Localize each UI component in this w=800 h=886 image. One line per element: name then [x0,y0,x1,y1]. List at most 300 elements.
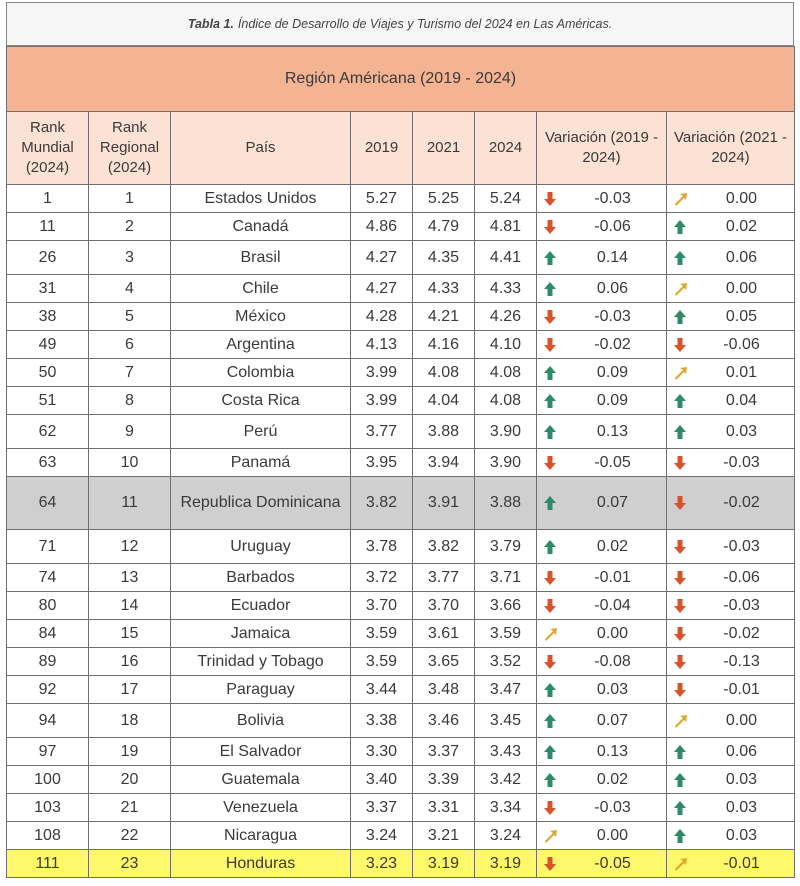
value-2024-cell: 3.71 [475,564,537,592]
arrow-up-icon [543,365,557,381]
table-body [7,185,795,878]
variation-value: 0.03 [725,770,758,788]
value-2024-cell: 3.34 [475,794,537,822]
arrow-up-icon [673,744,687,760]
arrow-down-icon [543,191,557,207]
variation-2019-2024-cell [537,303,667,331]
arrow-up-icon [673,393,687,409]
value-2024-cell: 3.66 [475,592,537,620]
arrow-up-icon [543,393,557,409]
table-row [7,794,795,822]
variation-2021-2024-cell [667,415,795,449]
variation-2019-2024-cell [537,648,667,676]
arrow-down-icon [543,337,557,353]
rank-regional-cell: 17 [89,676,171,704]
rank-regional-cell: 11 [89,477,171,530]
arrow-up-icon [543,281,557,297]
variation-2021-2024-cell [667,766,795,794]
country-cell: Chile [171,275,351,303]
variation-value: 0.14 [596,248,629,266]
rank-regional-cell: 19 [89,738,171,766]
arrow-up-icon [543,539,557,555]
arrow-diagonal-icon [673,713,687,729]
variation-2019-2024-cell [537,822,667,850]
rank-world-cell: 100 [7,766,89,794]
arrow-up-icon [543,495,557,511]
rank-world-cell: 84 [7,620,89,648]
rank-world-cell: 64 [7,477,89,530]
variation-2021-2024-cell [667,331,795,359]
variation-2021-2024-cell [667,303,795,331]
value-2024-cell: 4.26 [475,303,537,331]
value-2019-cell: 4.13 [351,331,413,359]
country-cell: México [171,303,351,331]
country-cell: Canadá [171,213,351,241]
value-2021-cell: 3.37 [413,738,475,766]
arrow-down-icon [543,856,557,872]
variation-2021-2024-cell [667,676,795,704]
arrow-down-icon [673,598,687,614]
arrow-down-icon [543,654,557,670]
rank-world-cell: 97 [7,738,89,766]
value-2021-cell: 4.08 [413,359,475,387]
variation-2019-2024-cell [537,359,667,387]
value-2024-cell: 4.33 [475,275,537,303]
header-2021: 2021 [413,112,475,185]
value-2019-cell: 3.77 [351,415,413,449]
value-2019-cell: 3.24 [351,822,413,850]
rank-world-cell: 71 [7,530,89,564]
header-rank-regional: Rank Regional (2024) [89,112,171,185]
value-2019-cell: 3.72 [351,564,413,592]
country-cell: Paraguay [171,676,351,704]
arrow-up-icon [543,772,557,788]
value-2021-cell: 4.04 [413,387,475,415]
table-row [7,359,795,387]
variation-2019-2024-cell [537,620,667,648]
arrow-down-icon [673,455,687,471]
arrow-down-icon [543,455,557,471]
table-row [7,738,795,766]
value-2019-cell: 3.59 [351,620,413,648]
arrow-down-icon [673,626,687,642]
value-2024-cell: 3.79 [475,530,537,564]
value-2021-cell: 4.79 [413,213,475,241]
rank-regional-cell: 14 [89,592,171,620]
value-2021-cell: 3.21 [413,822,475,850]
value-2024-cell: 3.88 [475,477,537,530]
rank-world-cell: 50 [7,359,89,387]
variation-value: 0.06 [596,279,629,297]
arrow-down-icon [673,495,687,511]
arrow-diagonal-icon [673,191,687,207]
variation-value: 0.00 [725,711,758,729]
table-caption [6,2,794,46]
arrow-up-icon [673,424,687,440]
variation-2019-2024-cell [537,592,667,620]
variation-2021-2024-cell [667,738,795,766]
variation-value: -0.02 [723,494,760,511]
value-2019-cell: 3.70 [351,592,413,620]
country-cell: Colombia [171,359,351,387]
arrow-up-icon [673,309,687,325]
country-cell: Jamaica [171,620,351,648]
rank-world-cell: 103 [7,794,89,822]
variation-2019-2024-cell [537,213,667,241]
variation-value: 0.07 [596,711,629,729]
variation-value: 0.03 [725,422,758,440]
table-row [7,449,795,477]
rank-regional-cell: 10 [89,449,171,477]
variation-value: 0.02 [725,217,758,235]
arrow-up-icon [673,800,687,816]
variation-2019-2024-cell [537,794,667,822]
rank-world-cell: 94 [7,704,89,738]
arrow-up-icon [543,682,557,698]
variation-value: -0.02 [594,335,631,353]
variation-value: -0.06 [594,217,631,235]
value-2021-cell: 3.88 [413,415,475,449]
value-2021-cell: 3.39 [413,766,475,794]
value-2021-cell: 3.48 [413,676,475,704]
rank-world-cell: 89 [7,648,89,676]
rank-world-cell: 49 [7,331,89,359]
variation-value: -0.01 [594,568,631,586]
value-2024-cell: 3.42 [475,766,537,794]
value-2019-cell: 4.28 [351,303,413,331]
variation-value: -0.01 [723,680,760,698]
variation-2021-2024-cell [667,530,795,564]
table-row [7,620,795,648]
variation-2019-2024-cell [537,415,667,449]
variation-2019-2024-cell [537,387,667,415]
caption-label: Tabla 1. [187,17,234,31]
variation-2021-2024-cell [667,794,795,822]
variation-2019-2024-cell [537,275,667,303]
variation-value: 0.00 [596,826,629,844]
rank-regional-cell: 3 [89,241,171,275]
table-row [7,185,795,213]
variation-2021-2024-cell [667,275,795,303]
table-row [7,415,795,449]
variation-value: 0.03 [725,798,758,816]
country-cell: Nicaragua [171,822,351,850]
variation-2019-2024-cell [537,241,667,275]
variation-value: 0.06 [725,742,758,760]
arrow-up-icon [673,828,687,844]
variation-value: -0.03 [594,307,631,325]
arrow-up-icon [673,250,687,266]
variation-value: -0.03 [723,596,760,614]
variation-2019-2024-cell [537,766,667,794]
rank-world-cell: 11 [7,213,89,241]
region-title: Región Américana (2019 - 2024) [7,47,795,112]
variation-2021-2024-cell [667,449,795,477]
value-2019-cell: 3.44 [351,676,413,704]
country-cell: Republica Dominicana [171,477,351,530]
arrow-down-icon [543,800,557,816]
caption-text: Índice de Desarrollo de Viajes y Turismo del 2024 en Las Américas. [237,17,613,31]
variation-value: -0.05 [594,854,631,872]
variation-2021-2024-cell [667,850,795,878]
table-row [7,850,795,878]
value-2024-cell: 3.45 [475,704,537,738]
value-2019-cell: 3.82 [351,477,413,530]
value-2024-cell: 3.19 [475,850,537,878]
country-cell: Trinidad y Tobago [171,648,351,676]
value-2021-cell: 3.19 [413,850,475,878]
rank-regional-cell: 13 [89,564,171,592]
variation-2019-2024-cell [537,738,667,766]
arrow-diagonal-icon [673,856,687,872]
header-2019: 2019 [351,112,413,185]
country-cell: Guatemala [171,766,351,794]
table-row [7,704,795,738]
arrow-down-icon [543,598,557,614]
country-cell: Ecuador [171,592,351,620]
value-2024-cell: 3.52 [475,648,537,676]
arrow-up-icon [543,744,557,760]
country-cell: Costa Rica [171,387,351,415]
rank-regional-cell: 21 [89,794,171,822]
value-2024-cell: 3.90 [475,415,537,449]
value-2024-cell: 4.08 [475,387,537,415]
value-2021-cell: 3.91 [413,477,475,530]
value-2021-cell: 4.16 [413,331,475,359]
variation-value: -0.01 [723,854,760,872]
value-2024-cell: 3.24 [475,822,537,850]
value-2021-cell: 3.94 [413,449,475,477]
variation-2021-2024-cell [667,359,795,387]
variation-2019-2024-cell [537,530,667,564]
variation-value: 0.06 [725,248,758,266]
arrow-up-icon [543,424,557,440]
value-2021-cell: 3.77 [413,564,475,592]
arrow-diagonal-icon [673,281,687,297]
table-row [7,275,795,303]
header-2024: 2024 [475,112,537,185]
variation-value: 0.04 [725,391,758,409]
rank-world-cell: 63 [7,449,89,477]
variation-value: 0.03 [725,826,758,844]
rank-world-cell: 31 [7,275,89,303]
value-2021-cell: 3.82 [413,530,475,564]
variation-value: -0.04 [594,596,631,614]
value-2021-cell: 3.31 [413,794,475,822]
variation-value: 0.07 [596,494,629,511]
variation-2021-2024-cell [667,185,795,213]
value-2019-cell: 4.27 [351,241,413,275]
country-cell: Uruguay [171,530,351,564]
table-frame [6,2,794,884]
table-row [7,213,795,241]
variation-value: -0.03 [723,537,760,555]
arrow-up-icon [543,250,557,266]
arrow-down-icon [673,337,687,353]
country-cell: Bolivia [171,704,351,738]
rank-regional-cell: 15 [89,620,171,648]
variation-value: 0.01 [725,363,758,381]
variation-value: -0.06 [723,335,760,353]
variation-2021-2024-cell [667,620,795,648]
rank-world-cell: 26 [7,241,89,275]
value-2021-cell: 4.33 [413,275,475,303]
variation-2019-2024-cell [537,477,667,530]
table-row [7,676,795,704]
variation-value: 0.03 [596,680,629,698]
value-2024-cell: 5.24 [475,185,537,213]
variation-value: 0.13 [596,742,629,760]
variation-2021-2024-cell [667,213,795,241]
variation-value: 0.09 [596,363,629,381]
rank-regional-cell: 12 [89,530,171,564]
value-2019-cell: 3.95 [351,449,413,477]
value-2019-cell: 5.27 [351,185,413,213]
rank-world-cell: 51 [7,387,89,415]
table-row [7,766,795,794]
header-country: País [171,112,351,185]
variation-2021-2024-cell [667,704,795,738]
arrow-down-icon [673,682,687,698]
value-2021-cell: 3.65 [413,648,475,676]
variation-value: -0.05 [594,453,631,471]
variation-value: -0.02 [723,624,760,642]
rank-regional-cell: 4 [89,275,171,303]
value-2019-cell: 3.38 [351,704,413,738]
value-2024-cell: 4.81 [475,213,537,241]
rank-regional-cell: 1 [89,185,171,213]
variation-2021-2024-cell [667,564,795,592]
table-row [7,592,795,620]
table-row [7,241,795,275]
value-2024-cell: 4.41 [475,241,537,275]
value-2021-cell: 3.70 [413,592,475,620]
variation-value: 0.13 [596,422,629,440]
variation-2019-2024-cell [537,564,667,592]
value-2019-cell: 3.78 [351,530,413,564]
value-2024-cell: 3.47 [475,676,537,704]
arrow-diagonal-icon [543,626,557,642]
variation-2021-2024-cell [667,241,795,275]
rank-regional-cell: 2 [89,213,171,241]
variation-value: -0.08 [594,652,631,670]
rank-world-cell: 80 [7,592,89,620]
arrow-up-icon [673,772,687,788]
rank-world-cell: 92 [7,676,89,704]
arrow-down-icon [543,570,557,586]
table-row [7,303,795,331]
country-cell: Argentina [171,331,351,359]
value-2024-cell: 4.08 [475,359,537,387]
variation-2021-2024-cell [667,477,795,530]
variation-2021-2024-cell [667,387,795,415]
table-row [7,477,795,530]
tourism-index-table [6,46,795,878]
value-2024-cell: 3.59 [475,620,537,648]
variation-2019-2024-cell [537,449,667,477]
rank-world-cell: 111 [7,850,89,878]
variation-value: 0.09 [596,391,629,409]
rank-regional-cell: 22 [89,822,171,850]
variation-2019-2024-cell [537,704,667,738]
variation-2021-2024-cell [667,648,795,676]
value-2019-cell: 3.37 [351,794,413,822]
rank-world-cell: 108 [7,822,89,850]
variation-2019-2024-cell [537,850,667,878]
value-2019-cell: 3.23 [351,850,413,878]
rank-world-cell: 1 [7,185,89,213]
value-2019-cell: 3.99 [351,387,413,415]
variation-2021-2024-cell [667,822,795,850]
rank-regional-cell: 5 [89,303,171,331]
country-cell: Barbados [171,564,351,592]
value-2019-cell: 4.86 [351,213,413,241]
arrow-down-icon [673,570,687,586]
region-header-row [7,47,795,112]
table-row [7,530,795,564]
rank-regional-cell: 8 [89,387,171,415]
table-row [7,564,795,592]
table-row [7,387,795,415]
value-2021-cell: 3.46 [413,704,475,738]
rank-regional-cell: 16 [89,648,171,676]
variation-value: -0.03 [594,798,631,816]
rank-regional-cell: 20 [89,766,171,794]
country-cell: Perú [171,415,351,449]
table-row [7,822,795,850]
header-rank-world: Rank Mundial (2024) [7,112,89,185]
country-cell: El Salvador [171,738,351,766]
variation-value: 0.00 [725,279,758,297]
column-header-row [7,112,795,185]
rank-world-cell: 38 [7,303,89,331]
country-cell: Estados Unidos [171,185,351,213]
arrow-up-icon [543,713,557,729]
variation-value: -0.13 [723,652,760,670]
country-cell: Honduras [171,850,351,878]
rank-regional-cell: 18 [89,704,171,738]
value-2021-cell: 5.25 [413,185,475,213]
variation-value: -0.03 [594,189,631,207]
arrow-down-icon [543,219,557,235]
rank-world-cell: 62 [7,415,89,449]
table-row [7,331,795,359]
rank-regional-cell: 6 [89,331,171,359]
arrow-up-icon [673,219,687,235]
variation-value: -0.03 [723,453,760,471]
variation-value: 0.00 [596,624,629,642]
value-2021-cell: 4.35 [413,241,475,275]
value-2021-cell: 3.61 [413,620,475,648]
value-2024-cell: 3.90 [475,449,537,477]
variation-value: 0.02 [596,770,629,788]
variation-2021-2024-cell [667,592,795,620]
value-2019-cell: 3.99 [351,359,413,387]
rank-regional-cell: 7 [89,359,171,387]
rank-regional-cell: 9 [89,415,171,449]
country-cell: Panamá [171,449,351,477]
variation-2019-2024-cell [537,185,667,213]
country-cell: Brasil [171,241,351,275]
rank-regional-cell: 23 [89,850,171,878]
variation-2019-2024-cell [537,676,667,704]
variation-value: -0.06 [723,568,760,586]
arrow-down-icon [673,539,687,555]
header-variation-2019-2024: Variación (2019 - 2024) [537,112,667,185]
arrow-down-icon [543,309,557,325]
value-2019-cell: 4.27 [351,275,413,303]
arrow-diagonal-icon [543,828,557,844]
